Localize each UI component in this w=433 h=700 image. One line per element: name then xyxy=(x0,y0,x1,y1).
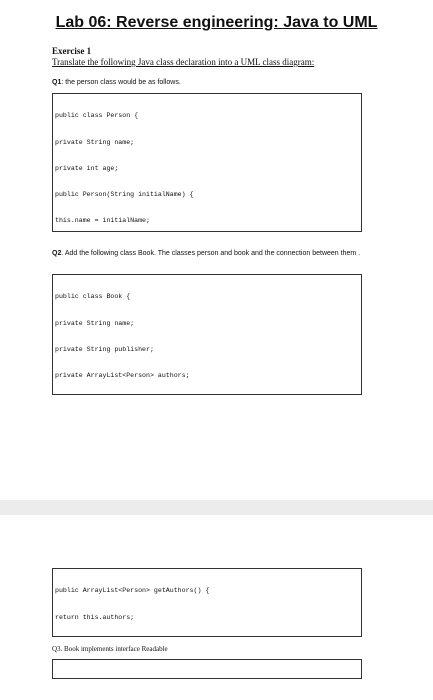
exercise-heading: Exercise 1 xyxy=(52,46,92,56)
code-block-person xyxy=(52,93,362,232)
code-line: private String name; xyxy=(55,319,135,327)
question-2-text: . Add the following class Book. The classes person and book and the connection between them . xyxy=(61,250,361,257)
code-line: private String name; xyxy=(55,138,135,146)
code-line: public Person(String initialName) { xyxy=(55,190,194,198)
code-block-book xyxy=(52,274,362,395)
code-line: this.name = initialName; xyxy=(55,216,150,224)
question-1 xyxy=(52,78,382,88)
code-line: private int age; xyxy=(55,164,119,172)
question-2 xyxy=(52,249,382,259)
question-1-label: Q1 xyxy=(52,79,62,86)
code-line: private ArrayList<Person> authors; xyxy=(55,371,190,379)
code-line: public ArrayList<Person> getAuthors() { xyxy=(55,587,210,595)
instruction-text: Translate the following Java class declaration into a UML class diagram: xyxy=(52,57,315,67)
code-line xyxy=(55,678,359,679)
question-3: Q3. Book implements interface Readable xyxy=(52,645,168,653)
code-block-book-continued xyxy=(52,568,362,637)
code-block-readable xyxy=(52,659,362,679)
code-line: return this.authors; xyxy=(55,613,135,621)
question-2-label: Q2 xyxy=(52,250,62,257)
page-title: Lab 06: Reverse engineering: Java to UML xyxy=(55,14,378,31)
code-line: private String publisher; xyxy=(55,345,154,353)
code-line: public class Person { xyxy=(55,112,139,120)
question-1-text: : the person class would be as follows. xyxy=(61,79,181,86)
code-line: public class Book { xyxy=(55,293,131,301)
